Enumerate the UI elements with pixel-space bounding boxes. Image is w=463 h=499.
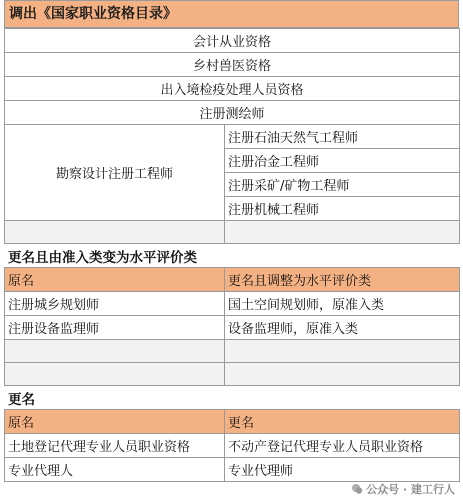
table-cell: 专业代理师 <box>225 458 460 482</box>
section2-header-row <box>5 268 460 292</box>
qualification-tables <box>4 0 459 482</box>
table-cell: 专业代理人 <box>5 458 225 482</box>
watermark-text: 公众号 · 建工行人 <box>366 483 455 496</box>
column-header: 更名 <box>225 410 460 434</box>
table-cell: 注册城乡规划师 <box>5 292 225 316</box>
table-row <box>5 292 460 316</box>
spacer-row <box>5 363 460 386</box>
removed-item: 注册测绘师 <box>5 101 460 125</box>
section3-title: 更名 <box>5 386 460 410</box>
removed-item: 乡村兽医资格 <box>5 53 460 77</box>
table-cell: 设备监理师，原准入类 <box>225 316 460 340</box>
sub-item: 注册采矿/矿物工程师 <box>225 173 460 197</box>
section2-title-row <box>5 244 460 268</box>
table-cell: 土地登记代理专业人员职业资格 <box>5 434 225 458</box>
section1-title: 调出《国家职业资格目录》 <box>4 0 459 28</box>
table-row <box>5 434 460 458</box>
table-row <box>5 77 460 101</box>
table-row <box>5 29 460 53</box>
column-header: 原名 <box>5 268 225 292</box>
table-row <box>5 125 460 149</box>
column-header: 原名 <box>5 410 225 434</box>
table-cell: 不动产登记代理专业人员职业资格 <box>225 434 460 458</box>
table-cell: 国土空间规划师，原准入类 <box>225 292 460 316</box>
section3-header-row <box>5 410 460 434</box>
wechat-icon <box>351 483 363 495</box>
sub-item: 注册石油天然气工程师 <box>225 125 460 149</box>
table-row <box>5 53 460 77</box>
table-cell: 注册设备监理师 <box>5 316 225 340</box>
removed-item: 会计从业资格 <box>5 29 460 53</box>
section1-table <box>4 28 460 482</box>
table-row <box>5 101 460 125</box>
section3-title-row <box>5 386 460 410</box>
merged-group-label: 勘察设计注册工程师 <box>5 125 225 221</box>
watermark <box>351 481 455 497</box>
section2-title: 更名且由准入类变为水平评价类 <box>5 244 460 268</box>
spacer-row <box>5 221 460 244</box>
removed-item: 出入境检疫处理人员资格 <box>5 77 460 101</box>
spacer-row <box>5 340 460 363</box>
table-row <box>5 316 460 340</box>
sub-item: 注册冶金工程师 <box>225 149 460 173</box>
sub-item: 注册机械工程师 <box>225 197 460 221</box>
column-header: 更名且调整为水平评价类 <box>225 268 460 292</box>
table-row <box>5 458 460 482</box>
